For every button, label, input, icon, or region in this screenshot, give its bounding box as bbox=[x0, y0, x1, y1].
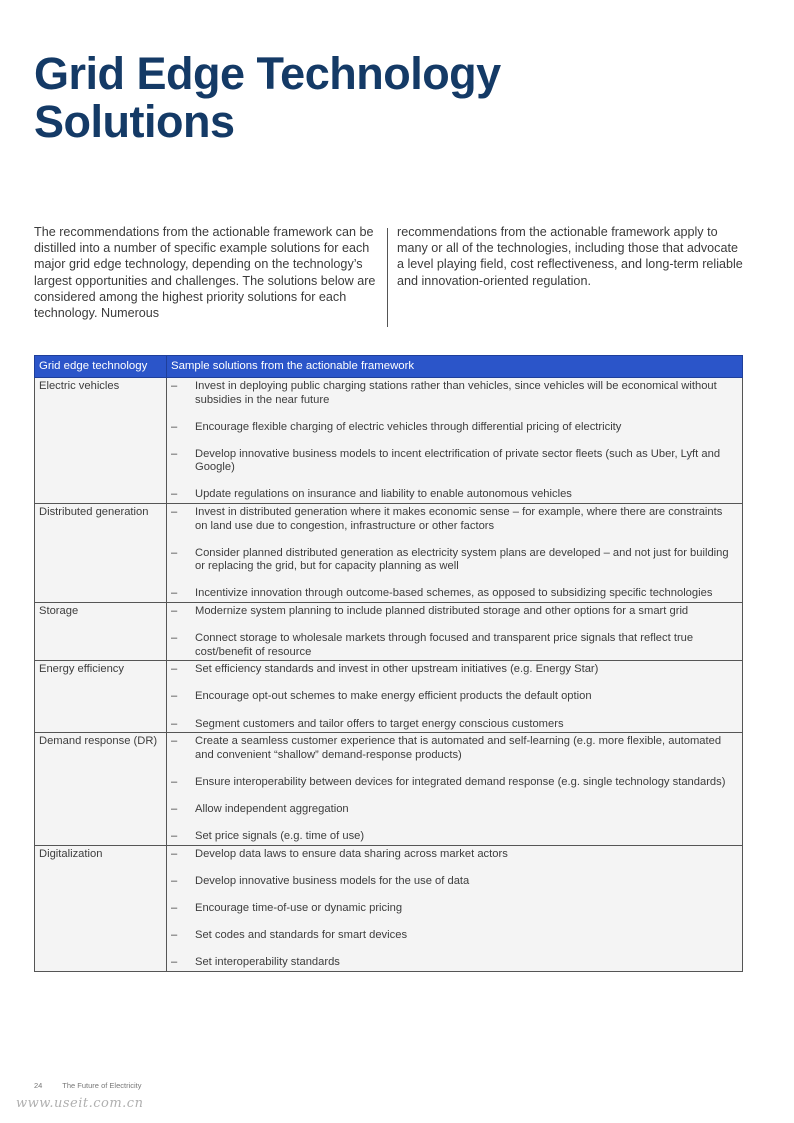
dash-bullet: – bbox=[171, 802, 178, 815]
dash-bullet: – bbox=[171, 874, 178, 887]
technology-cell: Demand response (DR) bbox=[35, 733, 167, 845]
solution-text: Create a seamless customer experience that is automated and self-learning (e.g. more flexible, automated and convenient “shallow” demand-response products) bbox=[195, 735, 722, 761]
solution-item bbox=[171, 956, 738, 970]
technology-cell: Electric vehicles bbox=[35, 378, 167, 504]
solution-item bbox=[171, 735, 738, 762]
dash-bullet: – bbox=[171, 447, 178, 460]
table-row bbox=[35, 733, 743, 845]
solution-item bbox=[171, 587, 738, 601]
solution-text: Invest in deploying public charging stations rather than vehicles, since vehicles will be economical without subsidies in the near future bbox=[195, 380, 717, 406]
solution-text: Consider planned distributed generation as electricity system plans are developed – and not just for building or replacing the grid, but for capacity planning as well bbox=[195, 546, 729, 573]
table-row bbox=[35, 661, 743, 733]
table-row bbox=[35, 504, 743, 603]
solution-text: Ensure interoperability between devices for integrated demand response (e.g. single technology standards) bbox=[195, 775, 726, 788]
solution-item bbox=[171, 421, 738, 435]
solution-text: Invest in distributed generation where it makes economic sense – for example, where there are constraints on land use due to congestion, infrastructure or other factors bbox=[195, 506, 723, 532]
solutions-cell bbox=[167, 504, 743, 603]
table-row bbox=[35, 378, 743, 504]
dash-bullet: – bbox=[171, 928, 178, 941]
solution-item bbox=[171, 776, 738, 790]
table-row bbox=[35, 603, 743, 661]
header-solutions: Sample solutions from the actionable framework bbox=[167, 356, 743, 378]
solution-text: Set interoperability standards bbox=[195, 955, 340, 968]
intro-paragraph-left: The recommendations from the actionable framework can be distilled into a number of specific example solutions for each major grid edge technology, depending on the technology’s largest opportunities and challenges. The solutions below are considered among the highest priority solutions for each technology. Numerous bbox=[34, 225, 376, 321]
technology-cell: Distributed generation bbox=[35, 504, 167, 603]
solution-item bbox=[171, 718, 738, 732]
solutions-cell bbox=[167, 378, 743, 504]
technology-cell: Energy efficiency bbox=[35, 661, 167, 733]
header-technology: Grid edge technology bbox=[35, 356, 167, 378]
solution-text: Set codes and standards for smart devices bbox=[195, 928, 408, 941]
solution-item bbox=[171, 506, 738, 533]
dash-bullet: – bbox=[171, 690, 178, 703]
dash-bullet: – bbox=[171, 488, 178, 501]
solutions-cell bbox=[167, 845, 743, 971]
dash-bullet: – bbox=[171, 955, 178, 968]
solution-text: Update regulations on insurance and liability to enable autonomous vehicles bbox=[195, 488, 572, 501]
dash-bullet: – bbox=[171, 605, 178, 618]
solution-item bbox=[171, 605, 738, 619]
dash-bullet: – bbox=[171, 506, 178, 519]
solutions-cell bbox=[167, 733, 743, 845]
solution-text: Develop data laws to ensure data sharing across market actors bbox=[195, 847, 508, 860]
solution-text: Allow independent aggregation bbox=[195, 802, 349, 815]
solution-item bbox=[171, 929, 738, 943]
page-title bbox=[34, 50, 734, 146]
page-footer bbox=[34, 1081, 142, 1090]
solution-text: Set price signals (e.g. time of use) bbox=[195, 829, 365, 842]
dash-bullet: – bbox=[171, 380, 178, 392]
solution-item bbox=[171, 488, 738, 502]
column-divider bbox=[387, 228, 388, 327]
publication-name: The Future of Electricity bbox=[62, 1081, 142, 1090]
solution-item bbox=[171, 547, 738, 574]
solution-text: Modernize system planning to include planned distributed storage and other options for a smart grid bbox=[195, 605, 689, 618]
solutions-table bbox=[34, 355, 743, 972]
solution-item bbox=[171, 663, 738, 677]
solution-item bbox=[171, 848, 738, 862]
page-title-line-1: Grid Edge Technology bbox=[34, 48, 501, 99]
dash-bullet: – bbox=[171, 587, 178, 600]
dash-bullet: – bbox=[171, 847, 178, 860]
technology-cell: Storage bbox=[35, 603, 167, 661]
solutions-cell bbox=[167, 603, 743, 661]
dash-bullet: – bbox=[171, 717, 178, 730]
solution-item bbox=[171, 875, 738, 889]
dash-bullet: – bbox=[171, 546, 178, 559]
solution-text: Encourage opt-out schemes to make energy efficient products the default option bbox=[195, 690, 592, 703]
dash-bullet: – bbox=[171, 735, 178, 748]
table-row bbox=[35, 845, 743, 971]
dash-bullet: – bbox=[171, 775, 178, 788]
dash-bullet: – bbox=[171, 632, 178, 645]
solution-item bbox=[171, 448, 738, 475]
page-title-line-2: Solutions bbox=[34, 96, 235, 147]
solutions-cell bbox=[167, 661, 743, 733]
dash-bullet: – bbox=[171, 663, 178, 676]
table-header-row bbox=[35, 356, 743, 378]
dash-bullet: – bbox=[171, 901, 178, 914]
solution-item bbox=[171, 690, 738, 704]
watermark-text: www.useit.com.cn bbox=[16, 1096, 144, 1111]
solution-text: Connect storage to wholesale markets through focused and transparent price signals that reflect true cost/benefit of resource bbox=[195, 632, 694, 658]
intro-paragraph-right: recommendations from the actionable framework apply to many or all of the technologies, including those that advocate a level playing field, cost reflectiveness, and long-term reliable and innovation-oriented regulation. bbox=[397, 225, 743, 288]
dash-bullet: – bbox=[171, 420, 178, 433]
solution-text: Segment customers and tailor offers to target energy conscious customers bbox=[195, 717, 564, 730]
solution-item bbox=[171, 830, 738, 844]
solution-item bbox=[171, 632, 738, 659]
solution-item bbox=[171, 902, 738, 916]
technology-cell: Digitalization bbox=[35, 845, 167, 971]
solution-text: Set efficiency standards and invest in other upstream initiatives (e.g. Energy Star) bbox=[195, 663, 599, 676]
page-number: 24 bbox=[34, 1081, 43, 1090]
solution-text: Develop innovative business models to incent electrification of private sector fleets (such as Uber, Lyft and Google) bbox=[195, 447, 721, 474]
solution-text: Develop innovative business models for the use of data bbox=[195, 874, 470, 887]
solution-text: Incentivize innovation through outcome-based schemes, as opposed to subsidizing specific technologies bbox=[195, 587, 713, 600]
dash-bullet: – bbox=[171, 829, 178, 842]
solution-item bbox=[171, 803, 738, 817]
solution-text: Encourage time-of-use or dynamic pricing bbox=[195, 901, 403, 914]
solution-item bbox=[171, 380, 738, 407]
solution-text: Encourage flexible charging of electric vehicles through differential pricing of electricity bbox=[195, 420, 622, 433]
